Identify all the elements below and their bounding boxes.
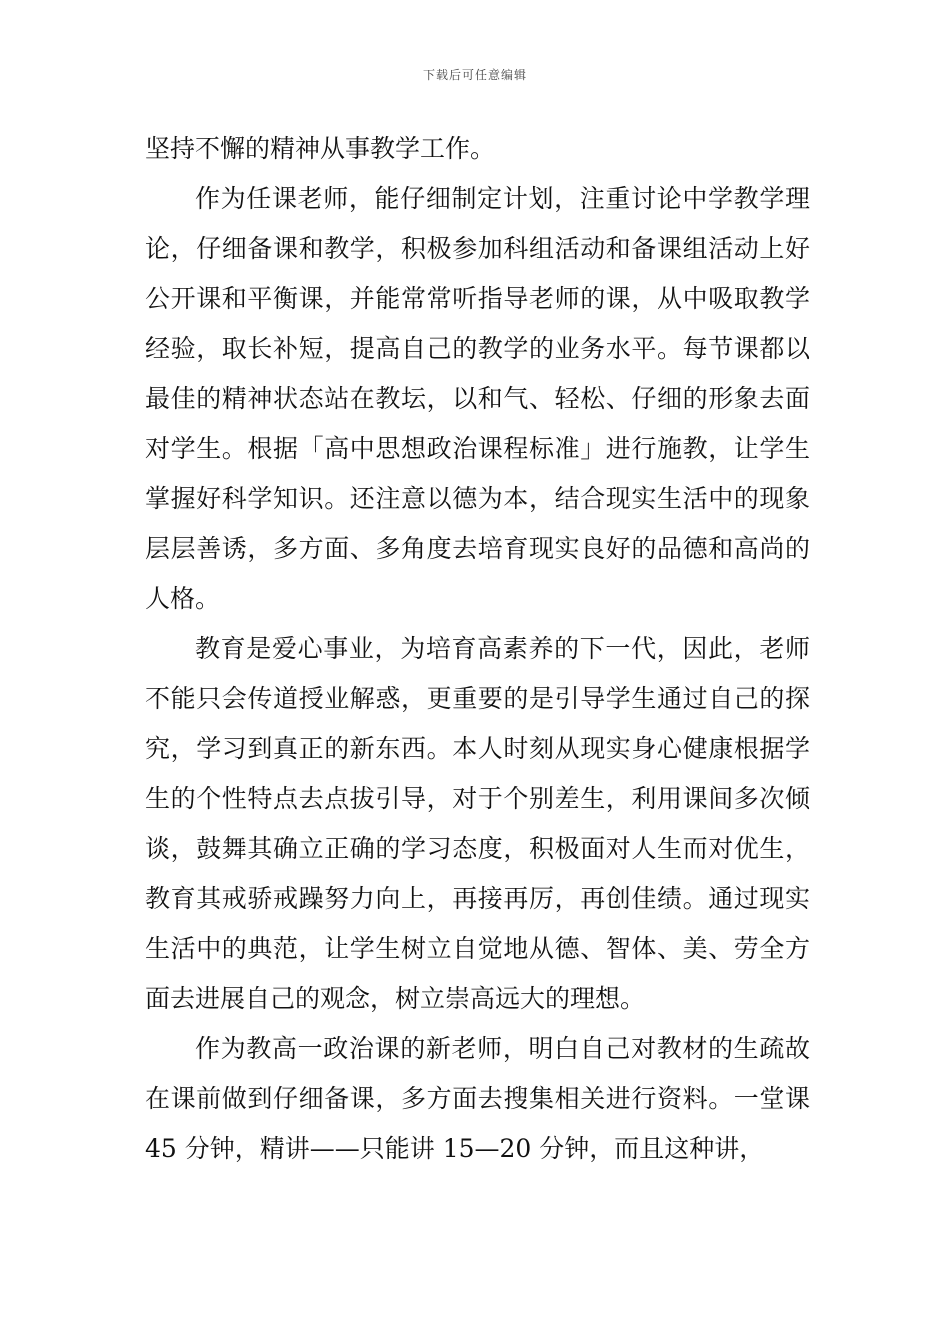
paragraph-2: 作为任课老师，能仔细制定计划，注重讨论中学教学理论，仔细备课和教学，积极参加科组活动和备课组活动上好公开课和平衡课，并能常常听指导老师的课，从中吸取教学经验，取长补短，提高自己的教学的业务水平。每节课都以最佳的精神状态站在教坛，以和气、轻松、仔细的形象去面对学生。根据「高中思想政治课程标准」进行施教，让学生掌握好科学知识。还注意以德为本，结合现实生活中的现象层层善诱，多方面、多角度去培育现实良好的品德和高尚的人格。 bbox=[145, 184, 810, 613]
paragraph-3: 教育是爱心事业，为培育高素养的下一代，因此，老师不能只会传道授业解惑，更重要的是引导学生通过自己的探究，学习到真正的新东西。本人时刻从现实身心健康根据学生的个性特点去点拔引导，对于个别差生，利用课间多次倾谈，鼓舞其确立正确的学习态度，积极面对人生而对优生，教育其戒骄戒躁努力向上，再接再厉，再创佳绩。通过现实生活中的典范，让学生树立自觉地从德、智体、美、劳全方面去进展自己的观念，树立崇高远大的理想。 bbox=[145, 634, 810, 1013]
document-body bbox=[145, 124, 810, 1174]
paragraph-4: 作为教高一政治课的新老师，明白自己对教材的生疏故在课前做到仔细备课，多方面去搜集相关进行资料。一堂课 45 分钟，精讲——只能讲 15—20 分钟，而且这种讲， bbox=[145, 1034, 810, 1163]
page-header: 下载后可任意编辑 bbox=[422, 68, 527, 82]
paragraph-1: 坚持不懈的精神从事教学工作。 bbox=[145, 134, 496, 163]
